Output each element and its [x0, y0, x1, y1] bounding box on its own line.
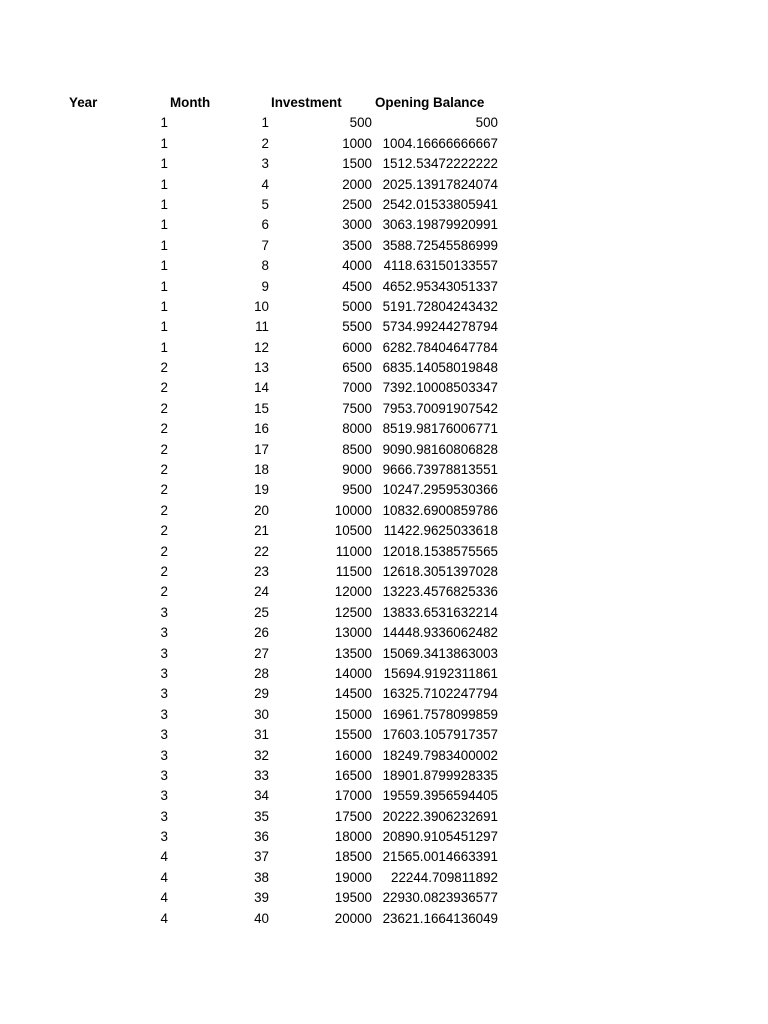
table-row — [0, 746, 768, 766]
month-cell: 32 — [254, 747, 269, 763]
investment-cell: 10000 — [334, 502, 372, 518]
opening-balance-cell: 7953.70091907542 — [382, 400, 498, 416]
year-header: Year — [69, 95, 98, 110]
month-cell: 25 — [254, 604, 269, 620]
month-cell: 40 — [254, 910, 269, 926]
year-cell: 2 — [160, 543, 168, 559]
opening-balance-cell: 22244.709811892 — [391, 869, 498, 885]
month-cell: 27 — [254, 645, 269, 661]
investment-cell: 6500 — [342, 360, 372, 376]
month-cell: 2 — [261, 135, 269, 151]
opening-balance-cell: 2025.13917824074 — [382, 176, 498, 192]
investment-cell: 17000 — [334, 788, 372, 804]
table-row — [0, 154, 768, 174]
investment-cell: 19000 — [334, 869, 372, 885]
opening-balance-cell: 17603.1057917357 — [382, 727, 498, 743]
month-cell: 35 — [254, 808, 269, 824]
table-row — [0, 644, 768, 664]
opening-balance-cell: 20890.9105451297 — [382, 829, 498, 845]
year-cell: 4 — [160, 910, 168, 926]
table-row — [0, 827, 768, 847]
table-row — [0, 175, 768, 195]
table-row — [0, 256, 768, 276]
opening-balance-cell: 9090.98160806828 — [382, 441, 498, 457]
investment-cell: 12500 — [334, 604, 372, 620]
header-row — [0, 93, 768, 113]
table-row — [0, 786, 768, 806]
table-row — [0, 113, 768, 133]
year-cell: 1 — [160, 278, 168, 294]
month-cell: 16 — [254, 421, 269, 437]
month-cell: 22 — [254, 543, 269, 559]
investment-header: Investment — [271, 95, 342, 110]
investment-cell: 5500 — [342, 319, 372, 335]
month-cell: 3 — [261, 156, 269, 172]
year-cell: 1 — [160, 115, 168, 131]
table-row — [0, 338, 768, 358]
opening-balance-cell: 10247.2959530366 — [382, 482, 498, 498]
investment-cell: 9000 — [342, 462, 372, 478]
table-row — [0, 542, 768, 562]
opening-balance-cell: 3588.72545586999 — [382, 237, 498, 253]
opening-balance-cell: 16325.7102247794 — [382, 686, 498, 702]
year-cell: 1 — [160, 176, 168, 192]
opening-balance-cell: 19559.3956594405 — [382, 788, 498, 804]
table-row — [0, 399, 768, 419]
table-row — [0, 419, 768, 439]
investment-cell: 8500 — [342, 441, 372, 457]
table-row — [0, 440, 768, 460]
opening-balance-cell: 3063.19879920991 — [382, 217, 498, 233]
month-cell: 26 — [254, 625, 269, 641]
investment-cell: 16500 — [334, 767, 372, 783]
table-row — [0, 297, 768, 317]
table-row — [0, 521, 768, 541]
opening-balance-cell: 13833.6531632214 — [382, 604, 498, 620]
opening-balance-cell: 21565.0014663391 — [382, 849, 498, 865]
year-cell: 3 — [160, 706, 168, 722]
opening-balance-cell: 23621.1664136049 — [382, 910, 498, 926]
year-cell: 2 — [160, 523, 168, 539]
month-cell: 14 — [254, 380, 269, 396]
table-row — [0, 725, 768, 745]
table-row — [0, 562, 768, 582]
month-cell: 29 — [254, 686, 269, 702]
year-cell: 1 — [160, 217, 168, 233]
investment-cell: 1500 — [342, 156, 372, 172]
investment-cell: 11000 — [335, 543, 372, 559]
table-row — [0, 378, 768, 398]
opening-balance-cell: 11422.9625033618 — [383, 523, 498, 539]
opening-balance-cell: 500 — [475, 115, 498, 131]
month-cell: 13 — [254, 360, 269, 376]
investment-cell: 4000 — [342, 258, 372, 274]
month-cell: 1 — [261, 115, 269, 131]
month-cell: 31 — [254, 727, 269, 743]
investment-cell: 18000 — [334, 829, 372, 845]
year-cell: 3 — [160, 604, 168, 620]
year-cell: 1 — [160, 319, 168, 335]
opening-balance-cell: 1004.16666666667 — [382, 135, 498, 151]
year-cell: 2 — [160, 360, 168, 376]
table-row — [0, 582, 768, 602]
year-cell: 2 — [160, 441, 168, 457]
table-row — [0, 868, 768, 888]
month-cell: 34 — [254, 788, 269, 804]
opening-balance-cell: 6835.14058019848 — [382, 360, 498, 376]
table-row — [0, 705, 768, 725]
month-cell: 11 — [255, 319, 269, 335]
investment-cell: 7500 — [342, 400, 372, 416]
year-cell: 3 — [160, 665, 168, 681]
year-cell: 1 — [160, 237, 168, 253]
table-row — [0, 317, 768, 337]
investment-cell: 3000 — [342, 217, 372, 233]
opening-balance-cell: 5734.99244278794 — [382, 319, 498, 335]
year-cell: 1 — [160, 156, 168, 172]
investment-cell: 6000 — [342, 339, 372, 355]
opening-balance-cell: 15694.9192311861 — [383, 665, 498, 681]
year-cell: 3 — [160, 645, 168, 661]
investment-cell: 9500 — [342, 482, 372, 498]
opening-balance-cell: 16961.7578099859 — [382, 706, 498, 722]
month-cell: 28 — [254, 665, 269, 681]
year-cell: 2 — [160, 380, 168, 396]
opening-balance-cell: 12618.3051397028 — [382, 563, 498, 579]
table-row — [0, 807, 768, 827]
month-cell: 7 — [261, 237, 269, 253]
table-row — [0, 460, 768, 480]
opening-balance-cell: 6282.78404647784 — [382, 339, 498, 355]
year-cell: 3 — [160, 747, 168, 763]
investment-cell: 11500 — [335, 563, 372, 579]
year-cell: 3 — [160, 625, 168, 641]
month-cell: 12 — [254, 339, 269, 355]
month-cell: 20 — [254, 502, 269, 518]
month-cell: 38 — [254, 869, 269, 885]
table-row — [0, 847, 768, 867]
opening-balance-cell: 18249.7983400002 — [382, 747, 498, 763]
table-row — [0, 277, 768, 297]
opening-balance-cell: 12018.1538575565 — [382, 543, 498, 559]
investment-cell: 13500 — [334, 645, 372, 661]
investment-cell: 3500 — [342, 237, 372, 253]
investment-cell: 5000 — [342, 298, 372, 314]
month-cell: 30 — [254, 706, 269, 722]
year-cell: 4 — [160, 890, 168, 906]
month-cell: 9 — [261, 278, 269, 294]
investment-cell: 20000 — [334, 910, 372, 926]
opening-balance-cell: 14448.9336062482 — [382, 625, 498, 641]
month-cell: 24 — [254, 584, 269, 600]
month-cell: 4 — [261, 176, 269, 192]
month-cell: 8 — [261, 258, 269, 274]
table-row — [0, 195, 768, 215]
year-cell: 1 — [160, 258, 168, 274]
opening-balance-header: Opening Balance — [375, 95, 485, 110]
opening-balance-cell: 20222.3906232691 — [382, 808, 498, 824]
investment-cell: 1000 — [342, 135, 372, 151]
year-cell: 2 — [160, 400, 168, 416]
year-cell: 3 — [160, 686, 168, 702]
investment-cell: 2500 — [342, 196, 372, 212]
opening-balance-cell: 10832.6900859786 — [382, 502, 498, 518]
year-cell: 3 — [160, 829, 168, 845]
year-cell: 2 — [160, 462, 168, 478]
month-cell: 5 — [261, 196, 269, 212]
table-body — [0, 113, 768, 929]
year-cell: 3 — [160, 727, 168, 743]
investment-cell: 4500 — [342, 278, 372, 294]
investment-cell: 17500 — [334, 808, 372, 824]
opening-balance-cell: 4652.95343051337 — [382, 278, 498, 294]
year-cell: 2 — [160, 584, 168, 600]
opening-balance-cell: 8519.98176006771 — [382, 421, 498, 437]
year-cell: 1 — [160, 135, 168, 151]
year-cell: 4 — [160, 869, 168, 885]
table-row — [0, 215, 768, 235]
month-cell: 10 — [254, 298, 269, 314]
investment-cell: 500 — [349, 115, 372, 131]
opening-balance-cell: 1512.53472222222 — [382, 156, 498, 172]
investment-cell: 16000 — [334, 747, 372, 763]
year-cell: 2 — [160, 482, 168, 498]
table-row — [0, 480, 768, 500]
opening-balance-cell: 15069.3413863003 — [382, 645, 498, 661]
opening-balance-cell: 13223.4576825336 — [382, 584, 498, 600]
year-cell: 3 — [160, 788, 168, 804]
table-row — [0, 766, 768, 786]
investment-cell: 19500 — [334, 890, 372, 906]
investment-cell: 10500 — [334, 523, 372, 539]
month-cell: 37 — [254, 849, 269, 865]
year-cell: 2 — [160, 502, 168, 518]
investment-cell: 12000 — [334, 584, 372, 600]
table-row — [0, 603, 768, 623]
month-cell: 33 — [254, 767, 269, 783]
investment-cell: 15500 — [334, 727, 372, 743]
month-cell: 6 — [261, 217, 269, 233]
month-cell: 19 — [254, 482, 269, 498]
month-cell: 15 — [254, 400, 269, 416]
table-row — [0, 888, 768, 908]
year-cell: 2 — [160, 421, 168, 437]
month-cell: 21 — [254, 523, 269, 539]
opening-balance-cell: 2542.01533805941 — [382, 196, 498, 212]
table-row — [0, 134, 768, 154]
investment-cell: 15000 — [334, 706, 372, 722]
investment-cell: 8000 — [342, 421, 372, 437]
investment-cell: 14500 — [334, 686, 372, 702]
opening-balance-cell: 22930.0823936577 — [382, 890, 498, 906]
month-cell: 17 — [254, 441, 269, 457]
table-row — [0, 358, 768, 378]
month-cell: 39 — [254, 890, 269, 906]
table-row — [0, 664, 768, 684]
opening-balance-cell: 7392.10008503347 — [382, 380, 498, 396]
month-cell: 23 — [254, 563, 269, 579]
investment-cell: 13000 — [334, 625, 372, 641]
spreadsheet-table — [0, 93, 768, 929]
table-row — [0, 501, 768, 521]
month-cell: 18 — [254, 462, 269, 478]
table-row — [0, 623, 768, 643]
investment-cell: 7000 — [342, 380, 372, 396]
year-cell: 3 — [160, 767, 168, 783]
table-row — [0, 236, 768, 256]
opening-balance-cell: 9666.73978813551 — [382, 462, 498, 478]
investment-cell: 14000 — [334, 665, 372, 681]
investment-cell: 18500 — [334, 849, 372, 865]
opening-balance-cell: 18901.8799928335 — [382, 767, 498, 783]
table-row — [0, 684, 768, 704]
investment-cell: 2000 — [342, 176, 372, 192]
table-row — [0, 909, 768, 929]
opening-balance-cell: 4118.63150133557 — [383, 258, 498, 274]
year-cell: 3 — [160, 808, 168, 824]
year-cell: 2 — [160, 563, 168, 579]
month-header: Month — [170, 95, 211, 110]
year-cell: 1 — [160, 298, 168, 314]
year-cell: 1 — [160, 196, 168, 212]
year-cell: 1 — [160, 339, 168, 355]
opening-balance-cell: 5191.72804243432 — [382, 298, 498, 314]
year-cell: 4 — [160, 849, 168, 865]
month-cell: 36 — [254, 829, 269, 845]
